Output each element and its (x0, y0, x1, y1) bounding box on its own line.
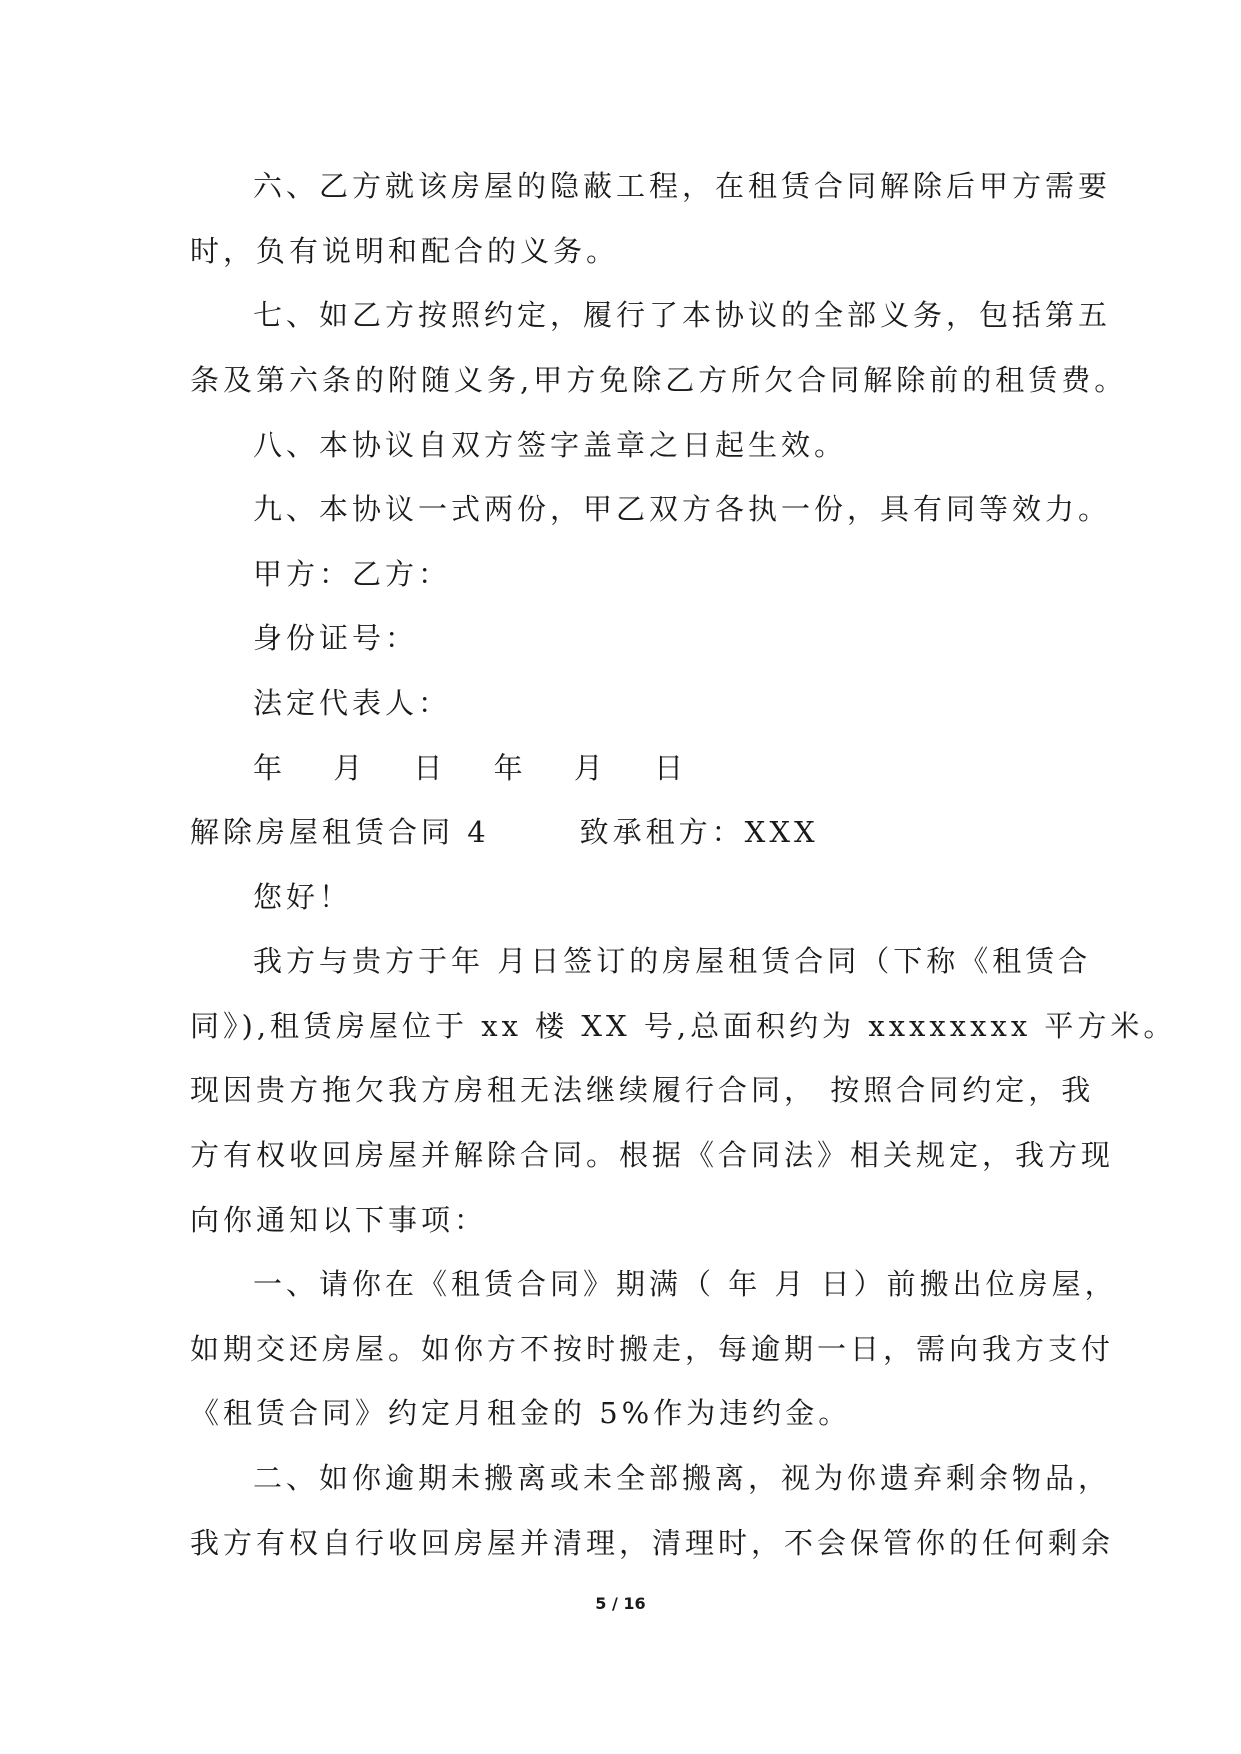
legal-representative-label: 法定代表人： (253, 686, 452, 720)
contract-title: 解除房屋租赁合同 4 (190, 815, 490, 849)
id-number-label: 身份证号： (253, 621, 419, 655)
clause-six-line-1: 六、乙方就该房屋的隐蔽工程，在租赁合同解除后甲方需要 (253, 169, 1112, 203)
notice-paragraph-line-4: 方有权收回房屋并解除合同。根据《合同法》相关规定，我方现 (190, 1138, 1115, 1172)
addressee: 致承租方：XXX (579, 815, 819, 849)
notice-paragraph-line-1: 我方与贵方于年 月日签订的房屋租赁合同（下称《租赁合 (253, 944, 1092, 978)
signature-parties: 甲方：乙方： (253, 557, 452, 591)
signature-dates: 年 月 日 年 月 日 (253, 751, 705, 785)
item-one-line-3: 《租赁合同》约定月租金的 5%作为违约金。 (190, 1396, 852, 1430)
clause-seven-line-1: 七、如乙方按照约定，履行了本协议的全部义务，包括第五 (253, 298, 1112, 332)
notice-paragraph-line-5: 向你通知以下事项： (190, 1203, 488, 1237)
clause-eight: 八、本协议自双方签字盖章之日起生效。 (253, 428, 848, 462)
notice-paragraph-line-2: 同》),租赁房屋位于 xx 楼 XX 号,总面积约为 xxxxxxxx 平方米。 (190, 1009, 1177, 1043)
item-two-line-1: 二、如你逾期未搬离或未全部搬离，视为你遗弃剩余物品， (253, 1461, 1112, 1495)
page-number: 5 / 16 (595, 1594, 646, 1613)
clause-seven-line-2: 条及第六条的附随义务,甲方免除乙方所欠合同解除前的租赁费。 (190, 363, 1128, 397)
contract-heading-row (190, 814, 819, 850)
item-two-line-2: 我方有权自行收回房屋并清理，清理时，不会保管你的任何剩余 (190, 1526, 1115, 1560)
greeting: 您好！ (253, 880, 353, 914)
clause-six-line-2: 时，负有说明和配合的义务。 (190, 234, 620, 268)
item-one-line-1: 一、请你在《租赁合同》期满（ 年 月 日）前搬出位房屋， (253, 1267, 1118, 1301)
item-one-line-2: 如期交还房屋。如你方不按时搬走，每逾期一日，需向我方支付 (190, 1332, 1115, 1366)
notice-paragraph-line-3: 现因贵方拖欠我方房租无法继续履行合同， 按照合同约定，我 (190, 1073, 1095, 1107)
clause-nine: 九、本协议一式两份，甲乙双方各执一份，具有同等效力。 (253, 492, 1112, 526)
